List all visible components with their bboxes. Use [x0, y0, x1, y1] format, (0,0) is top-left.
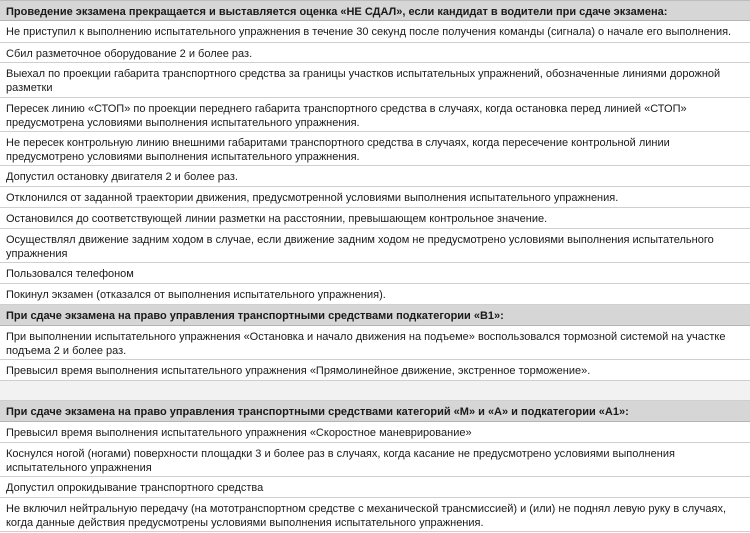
blank-row [0, 381, 750, 401]
table-row: Покинул экзамен (отказался от выполнения испытательного упражнения). [0, 284, 750, 305]
table-row: Пользовался телефоном [0, 263, 750, 284]
table-row: Не пересек контрольную линию внешними габаритами транспортного средства в случаях, когда пересечение контрольной линии предусмотрено условиями выполнения испытательного упражнения. [0, 132, 750, 166]
table-row: Не включил нейтральную передачу (на мототранспортном средстве с механической трансмиссией) и (или) не поднял левую руку в случаях, когда данные действия предусмотрены условиями выполнения испытательного упражнения. [0, 498, 750, 532]
section-header: При сдаче экзамена на право управления транспортными средствами подкатегории «В1»: [0, 305, 750, 326]
table-row: Не приступил к выполнению испытательного упражнения в течение 30 секунд после получения команды (сигнала) о начале его выполнения. [0, 21, 750, 43]
table-row: При выполнении испытательного упражнения «Остановка и начало движения на подъеме» воспользовался тормозной системой на участке подъема 2 и более раз. [0, 326, 750, 360]
table-row: Допустил остановку двигателя 2 и более раз. [0, 166, 750, 187]
table-row: Сбил разметочное оборудование 2 и более раз. [0, 43, 750, 63]
section-header: При сдаче экзамена на право управления транспортными средствами категорий «М» и «А» и подкатегории «А1»: [0, 401, 750, 422]
table-row: Выехал по проекции габарита транспортного средства за границы участков испытательных упражнений, обозначенные линиями дорожной разметки [0, 63, 750, 98]
table-row: Осуществлял движение задним ходом в случае, если движение задним ходом не предусмотрено условиями выполнения испытательного упражнения [0, 229, 750, 263]
table-row: Коснулся ногой (ногами) поверхности площадки 3 и более раз в случаях, когда касание не предусмотрено условиями выполнения испытательного упражнения [0, 443, 750, 477]
table-row: Остановился до соответствующей линии разметки на расстоянии, превышающем контрольное значение. [0, 208, 750, 229]
table-row: Превысил время выполнения испытательного упражнения «Прямолинейное движение, экстренное торможение». [0, 360, 750, 381]
table-row: Отклонился от заданной траектории движения, предусмотренной условиями выполнения испытательного упражнения. [0, 187, 750, 208]
table-row: Превысил время выполнения испытательного упражнения «Скоростное маневрирование» [0, 422, 750, 443]
section-header: Проведение экзамена прекращается и выставляется оценка «НЕ СДАЛ», если кандидат в водители при сдаче экзамена: [0, 1, 750, 21]
table-row: Пересек линию «СТОП» по проекции переднего габарита транспортного средства в случаях, когда остановка перед линией «СТОП» предусмотрена условиями выполнения испытательного упражнения. [0, 98, 750, 132]
table-row: Допустил опрокидывание транспортного средства [0, 477, 750, 498]
